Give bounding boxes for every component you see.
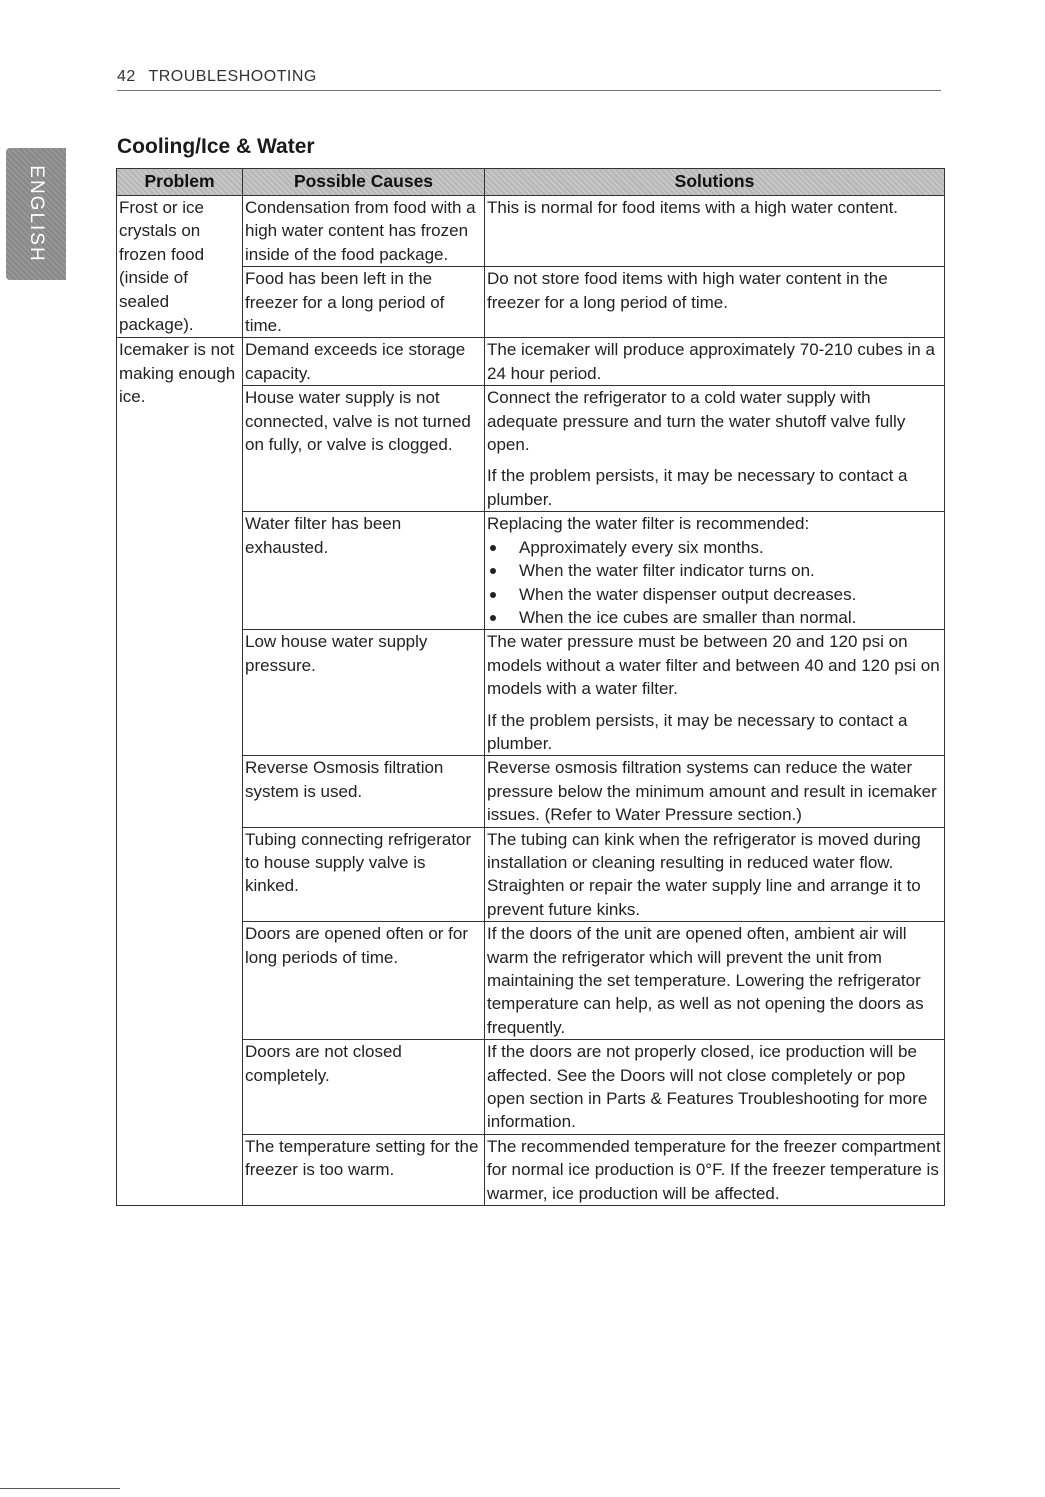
solution-text: Reverse osmosis filtration systems can reduce the water pressure below the minimum amount and result in icemaker issues. (Refer to Water Pressure section.) — [487, 758, 937, 825]
solution-cell — [485, 512, 945, 630]
header-solutions: Solutions — [485, 169, 945, 196]
language-tab — [6, 148, 66, 280]
solution-bullet-item: When the water dispenser output decreases. — [487, 583, 942, 606]
solution-text: The tubing can kink when the refrigerator is moved during installation or cleaning resulting in reduced water flow. Straighten or repair the water supply line and arrange it to prevent future kinks. — [487, 829, 921, 919]
cause-cell: Reverse Osmosis filtration system is used. — [243, 756, 485, 827]
solution-text: If the problem persists, it may be necessary to contact a plumber. — [487, 710, 908, 753]
section-name: TROUBLESHOOTING — [148, 68, 317, 85]
solution-text: Replacing the water filter is recommended: — [487, 514, 810, 534]
cause-cell: Low house water supply pressure. — [243, 630, 485, 756]
cause-cell: Demand exceeds ice storage capacity. — [243, 338, 485, 386]
solution-cell — [485, 267, 945, 338]
solution-text: This is normal for food items with a high water content. — [487, 198, 899, 217]
solution-text: If the doors are not properly closed, ice production will be affected. See the Doors will not close completely or pop open section in Parts & Features Troubleshooting for more information. — [487, 1042, 928, 1132]
solution-text: The icemaker will produce approximately 70-210 cubes in a 24 hour period. — [487, 340, 935, 383]
language-label: ENGLISH — [26, 165, 47, 263]
solution-cell — [485, 922, 945, 1040]
table-row — [117, 338, 945, 386]
table-header-row — [117, 169, 945, 196]
page-header — [117, 68, 941, 91]
cause-cell: House water supply is not connected, valve is not turned on fully, or valve is clogged. — [243, 386, 485, 512]
solution-text: Connect the refrigerator to a cold water supply with adequate pressure and turn the water shutoff valve fully open. — [487, 388, 906, 455]
cause-cell: Water filter has been exhausted. — [243, 512, 485, 630]
solution-text: The water pressure must be between 20 and 120 psi on models without a water filter and between 40 and 120 psi on models with a water filter. — [487, 632, 940, 699]
table-row — [117, 196, 945, 267]
section-title: Cooling/Ice & Water — [117, 135, 315, 158]
cause-cell: Doors are opened often or for long periods of time. — [243, 922, 485, 1040]
solution-bullet-list — [487, 536, 942, 630]
cause-cell: Food has been left in the freezer for a long period of time. — [243, 267, 485, 338]
troubleshooting-table — [116, 168, 945, 1206]
solution-text: The recommended temperature for the freezer compartment for normal ice production is 0°F. If the freezer temperature is warmer, ice production will be affected. — [487, 1136, 941, 1203]
header-problem: Problem — [117, 169, 243, 196]
solution-cell — [485, 630, 945, 756]
problem-cell: Icemaker is not making enough ice. — [117, 338, 243, 1206]
cause-cell: Tubing connecting refrigerator to house supply valve is kinked. — [243, 827, 485, 922]
solution-cell — [485, 1134, 945, 1205]
solution-cell — [485, 756, 945, 827]
header-possible-causes: Possible Causes — [243, 169, 485, 196]
cause-cell: Condensation from food with a high water content has frozen inside of the food package. — [243, 196, 485, 267]
solution-cell — [485, 827, 945, 922]
solution-cell — [485, 1040, 945, 1135]
page-number: 42 — [117, 68, 136, 85]
footer-rule — [0, 1488, 120, 1489]
solution-bullet-item: Approximately every six months. — [487, 536, 942, 559]
solution-bullet-item: When the ice cubes are smaller than normal. — [487, 606, 942, 629]
problem-cell: Frost or ice crystals on frozen food (inside of sealed package). — [117, 196, 243, 338]
solution-text: If the doors of the unit are opened often, ambient air will warm the refrigerator which will prevent the unit from maintaining the set temperature. Lowering the refrigerator temperature can help, as well as not opening the doors as frequently. — [487, 924, 924, 1037]
cause-cell: Doors are not closed completely. — [243, 1040, 485, 1135]
solution-text: Do not store food items with high water content in the freezer for a long period of time. — [487, 269, 888, 312]
solution-text: If the problem persists, it may be necessary to contact a plumber. — [487, 466, 908, 509]
solution-cell — [485, 338, 945, 386]
cause-cell: The temperature setting for the freezer is too warm. — [243, 1134, 485, 1205]
solution-cell — [485, 196, 945, 267]
solution-cell — [485, 386, 945, 512]
table-body — [117, 196, 945, 1206]
solution-bullet-item: When the water filter indicator turns on. — [487, 559, 942, 582]
